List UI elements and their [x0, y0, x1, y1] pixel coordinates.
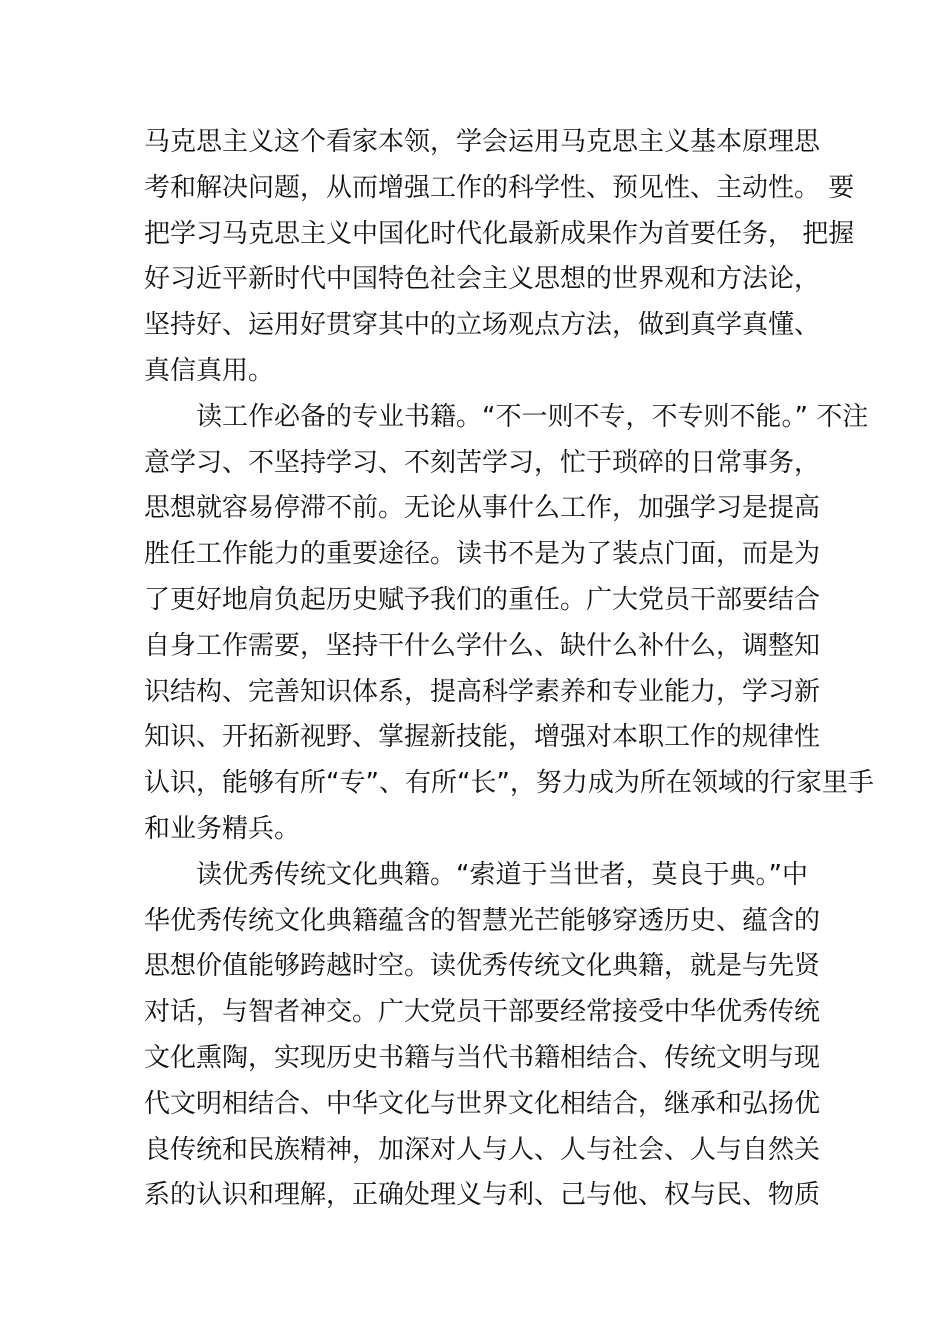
text-line: 和业务精兵。	[144, 813, 301, 844]
text-line: 考和解决问题，从而增强工作的科学性、预见性、主动性。 要	[144, 172, 855, 203]
text-line: 对话，与智者神交。广大党员干部要经常接受中华优秀传统	[144, 997, 821, 1028]
text-line: 好习近平新时代中国特色社会主义思想的世界观和方法论，	[144, 264, 821, 295]
text-line: 良传统和民族精神，加深对人与人、人与社会、人与自然关	[144, 1134, 821, 1165]
text-line: 华优秀传统文化典籍蕴含的智慧光芒能够穿透历史、蕴含的	[144, 905, 821, 936]
text-line: 马克思主义这个看家本领，学会运用马克思主义基本原理思	[144, 127, 821, 157]
text-line: 识结构、完善知识体系，提高科学素养和专业能力，学习新	[144, 676, 821, 707]
text-line: 坚持好、运用好贯穿其中的立场观点方法，做到真学真懂、	[144, 310, 821, 341]
text-line: 了更好地肩负起历史赋予我们的重任。广大党员干部要结合	[144, 584, 821, 615]
text-line: 文化熏陶，实现历史书籍与当代书籍相结合、传统文明与现	[144, 1042, 821, 1073]
text-line: 胜任工作能力的重要途径。读书不是为了装点门面，而是为	[144, 539, 821, 570]
text-line: 意学习、不坚持学习、不刻苦学习，忙于琐碎的日常事务，	[144, 447, 821, 478]
text-line: 知识、开拓新视野、掌握新技能，增强对本职工作的规律性	[144, 722, 821, 753]
text-line: 把学习马克思主义中国化时代化最新成果作为首要任务， 把握	[144, 218, 855, 249]
text-line: 系的认识和理解，正确处理义与利、己与他、权与民、物质	[144, 1180, 821, 1211]
text-line: 自身工作需要，坚持干什么学什么、缺什么补什么，调整知	[144, 630, 821, 661]
text-line: 认识，能够有所“专”、有所“长”，努力成为所在领域的行家里手	[144, 768, 874, 799]
text-line: 思想价值能够跨越时空。读优秀传统文化典籍，就是与先贤	[144, 951, 821, 982]
paragraph-start-line: 读工作必备的专业书籍。“不一则不专，不专则不能。” 不注	[196, 401, 869, 432]
paragraph-start-line: 读优秀传统文化典籍。“索道于当世者，莫良于典。”中	[196, 859, 808, 890]
text-line: 思想就容易停滞不前。无论从事什么工作，加强学习是提高	[144, 493, 821, 524]
body-text	[144, 120, 874, 1219]
text-line: 真信真用。	[144, 355, 275, 386]
text-line: 代文明相结合、中华文化与世界文化相结合，继承和弘扬优	[144, 1088, 821, 1119]
